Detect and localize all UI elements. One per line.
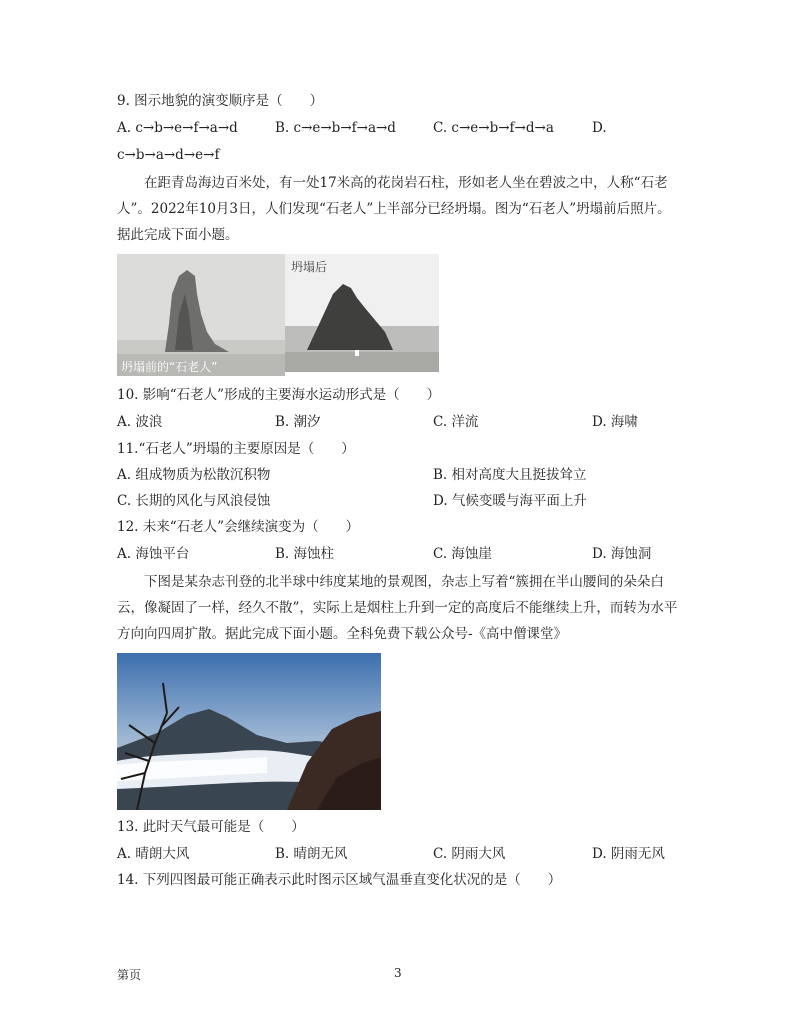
label-after-collapse: 坍塌后 <box>291 260 328 274</box>
q11-option-a: A. 组成物质为松散沉积物 <box>117 467 271 483</box>
q11-stem: 11.“石老人”坍塌的主要原因是（ ） <box>117 441 355 457</box>
photo-after-collapse <box>285 254 439 372</box>
q9-option-c: C. c→e→b→f→d→a <box>433 120 554 136</box>
page-number: 3 <box>394 966 402 980</box>
q11-option-d: D. 气候变暖与海平面上升 <box>433 493 587 509</box>
footer-left-label: 第页 <box>117 968 142 982</box>
q13-option-d: D. 阴雨无风 <box>592 846 665 862</box>
q12-option-a: A. 海蚀平台 <box>117 546 190 562</box>
intro-paragraph-2: 下图是某杂志刊登的北半球中纬度某地的景观图，杂志上写着“簇拥在半山腰间的朵朵白云，像凝固了一样，经久不散”，实际上是烟柱上升到一定的高度后不能继续上升，而转为水平方向向四周扩散。据此完成下面小题。全科免费下载公众号-《高中僧课堂》 <box>117 574 678 642</box>
q12-option-d: D. 海蚀洞 <box>592 546 652 562</box>
q9-option-d: D. <box>592 120 607 136</box>
q9-option-d-continued: c→b→a→d→e→f <box>117 147 220 163</box>
q10-option-a: A. 波浪 <box>117 414 163 430</box>
q9-option-a: A. c→b→e→f→a→d <box>117 120 238 136</box>
q14-stem: 14. 下列四图最可能正确表示此时图示区域气温垂直变化状况的是（ ） <box>117 872 562 888</box>
q12-option-b: B. 海蚀柱 <box>275 546 335 562</box>
intro-paragraph-1: 在距青岛海边百米处，有一处17米高的花岗岩石柱，形如老人坐在碧波之中，人称“石老人”。2022年10月3日，人们发现“石老人”上半部分已经坍塌。图为“石老人”坍塌前后照片。据此完成下面小题。 <box>117 175 671 243</box>
photo-mountain-cloud <box>117 653 381 810</box>
q10-option-d: D. 海啸 <box>592 414 638 430</box>
q10-option-b: B. 潮汐 <box>275 414 321 430</box>
q13-option-c: C. 阴雨大风 <box>433 846 506 862</box>
q11-option-c: C. 长期的风化与风浪侵蚀 <box>117 493 271 509</box>
q12-stem: 12. 未来“石老人”会继续演变为（ ） <box>117 519 360 535</box>
photo-before-collapse <box>117 254 285 376</box>
label-before-collapse: 坍塌前的“石老人” <box>121 360 218 374</box>
q13-option-a: A. 晴朗大风 <box>117 846 190 862</box>
mountain-landscape-illustration <box>117 653 381 810</box>
q13-stem: 13. 此时天气最可能是（ ） <box>117 819 305 835</box>
q9-stem: 9. 图示地貌的演变顺序是（ ） <box>117 93 324 109</box>
q9-option-b: B. c→e→b→f→a→d <box>275 120 396 136</box>
q10-option-c: C. 洋流 <box>433 414 479 430</box>
q13-option-b: B. 晴朗无风 <box>275 846 348 862</box>
q10-stem: 10. 影响“石老人”形成的主要海水运动形式是（ ） <box>117 387 441 403</box>
q11-option-b: B. 相对高度大且挺拔耸立 <box>433 467 587 483</box>
q12-option-c: C. 海蚀崖 <box>433 546 492 562</box>
